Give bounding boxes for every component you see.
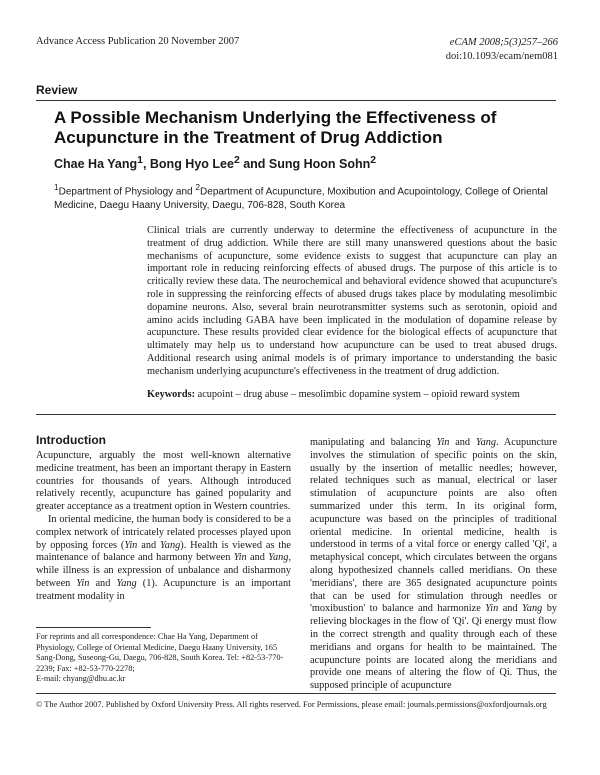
text-run: and bbox=[89, 577, 117, 589]
keywords-text: acupoint – drug abuse – mesolimbic dopamine system – opioid reward system bbox=[197, 389, 520, 400]
text-run: and bbox=[137, 539, 161, 551]
author-list bbox=[54, 155, 376, 171]
italic-term: Yin bbox=[124, 539, 138, 551]
footnote-rule bbox=[36, 627, 151, 628]
affiliation bbox=[54, 180, 554, 213]
footer-rule bbox=[36, 693, 556, 694]
author-affil-marker: 2 bbox=[370, 155, 377, 166]
intro-paragraph bbox=[36, 514, 291, 604]
text-run: In oriental medicine, the human body is considered to be a complex network of intricately related processes played upon by opposing forces ( bbox=[36, 513, 291, 551]
text-run: and bbox=[449, 437, 476, 448]
author-separator: , bbox=[142, 157, 150, 172]
publication-date-header: Advance Access Publication 20 November 2007 bbox=[36, 36, 240, 47]
author-affil-marker: 1 bbox=[137, 155, 143, 166]
text-run: by relieving blockages in the flow of 'Qi'. Qi energy must flow in the correct strength and quality through each of these meridians and organs for health to be maintained. The acupuncture points are located along the meridians and provide one means of altering the flow of Qi. Thus, the supposed principle of acupuncture bbox=[310, 603, 558, 692]
section-label: Review bbox=[36, 83, 78, 97]
correspondence-footnote bbox=[36, 632, 296, 685]
text-run: and bbox=[246, 552, 269, 564]
italic-term: Yang bbox=[116, 577, 137, 589]
article-title: A Possible Mechanism Underlying the Effectiveness of Acupuncture in the Treatment of Drug Addiction bbox=[54, 108, 497, 147]
italic-term: Yin bbox=[76, 577, 90, 589]
intro-paragraph: Acupuncture, arguably the most well-known alternative medicine treatment, has been an important therapy in Eastern countries for thousands of years. Although introduced relatively recently, acupuncture has gained popularity and greater acceptance as a treatment option in Western countries. bbox=[36, 450, 291, 513]
italic-term: Yin bbox=[233, 552, 247, 564]
author-affil-marker: 2 bbox=[233, 155, 240, 166]
author-name: Sung Hoon Sohn bbox=[268, 157, 371, 172]
italic-term: Yin bbox=[436, 437, 450, 448]
body-paragraph bbox=[310, 437, 557, 693]
affil-marker: 1 bbox=[54, 182, 59, 192]
italic-term: Yang bbox=[475, 437, 497, 448]
affil-text: Department of Physiology and bbox=[58, 186, 196, 198]
journal-citation-header bbox=[446, 36, 558, 64]
italic-term: Yin bbox=[485, 603, 499, 615]
text-run: , while illness is an expression of unbalance and disharmony between bbox=[36, 552, 292, 589]
abstract: Clinical trials are currently underway to determine the effectiveness of acupuncture in the treatment of drug addiction. While there are still many unanswered questions about the basic mechanisms of acupuncture, some evidence exists to suggest that acupuncture can play an important role in reducing reinforcing effects of abused drugs. The purpose of this article is to critically review these data. The neurochemical and behavioral evidence showed that acupuncture's role in suppressing the reinforcing effects of abused drugs takes place by modulating mesolimbic dopamine neurons. Also, several brain neurotransmitter systems such as serotonin, opioid and amino acids including GABA have been implicated in the modulation of dopamine release by acupuncture. These results provided clear evidence for the biological effects of acupuncture that ultimately may help us to understand how acupuncture can be used to treat abused drugs. Additional research using animal models is of primary importance to understanding the basic mechanism underlying acupuncture's effectiveness in the treatment of drug addiction. bbox=[147, 225, 557, 377]
section-rule bbox=[36, 100, 556, 101]
footnote-text: For reprints and all correspondence: Chae Ha Yang, Department of Physiology, College of Oriental Medicine, Daegu Haany University, 165 Sang-Dong, Suseong-Gu, Daegu, 706-828, South Korea. Tel: +82-53-770-2239; Fax: +82-53-770-2278; bbox=[36, 632, 284, 673]
text-run: and bbox=[498, 603, 523, 615]
introduction-heading: Introduction bbox=[36, 433, 106, 447]
keywords bbox=[147, 389, 557, 400]
body-column-left bbox=[36, 450, 291, 604]
italic-term: Yang bbox=[160, 539, 181, 551]
author-name: Chae Ha Yang bbox=[54, 157, 138, 172]
keywords-label: Keywords: bbox=[147, 389, 196, 400]
footnote-email: E-mail: chyang@dhu.ac.kr bbox=[36, 674, 126, 683]
author-separator: and bbox=[239, 157, 269, 172]
affil-marker: 2 bbox=[195, 182, 201, 192]
italic-term: Yang bbox=[268, 552, 289, 564]
affil-text: Department of Acupuncture, Moxibution and Acupointology, College of Oriental Medicine, Daegu Haany University, Daegu, 706-828, South Korea bbox=[54, 186, 548, 212]
text-run: . Acupuncture involves the stimulation of specific points on the skin, usually by the insertion of metallic needles; however, related techniques such as manual, electrical or laser stimulation of acupuncture points are also often summarized under this term. In its original form, acupuncture was based on the principles of traditional oriental medicine. In oriental medicine, health is understood in terms of a vital force or energy called 'Qi', a metaphysical concept, which circulates between the organs along hypothesized channels called meridians. On these 'meridians', there are 365 designated acupuncture points that can be used for stimulation through needles or 'moxibustion' to balance and harmonize bbox=[310, 437, 558, 615]
text-run: manipulating and balancing bbox=[310, 437, 437, 448]
journal-reference: eCAM 2008;5(3)257–266 bbox=[449, 37, 558, 48]
text-run: ). Health is viewed as the maintenance of balance and harmony between bbox=[36, 539, 291, 564]
italic-term: Yang bbox=[522, 603, 543, 615]
abstract-rule bbox=[36, 414, 556, 415]
text-run: (1). Acupuncture is an important treatment modality in bbox=[36, 577, 291, 602]
author-name: Bong Hyo Lee bbox=[149, 157, 234, 172]
doi-text: doi:10.1093/ecam/nem081 bbox=[445, 51, 558, 62]
copyright-notice: © The Author 2007. Published by Oxford University Press. All rights reserved. For Permissions, please email: journals.permissions@oxfordjournals.org bbox=[36, 700, 547, 709]
body-column-right bbox=[310, 437, 557, 693]
